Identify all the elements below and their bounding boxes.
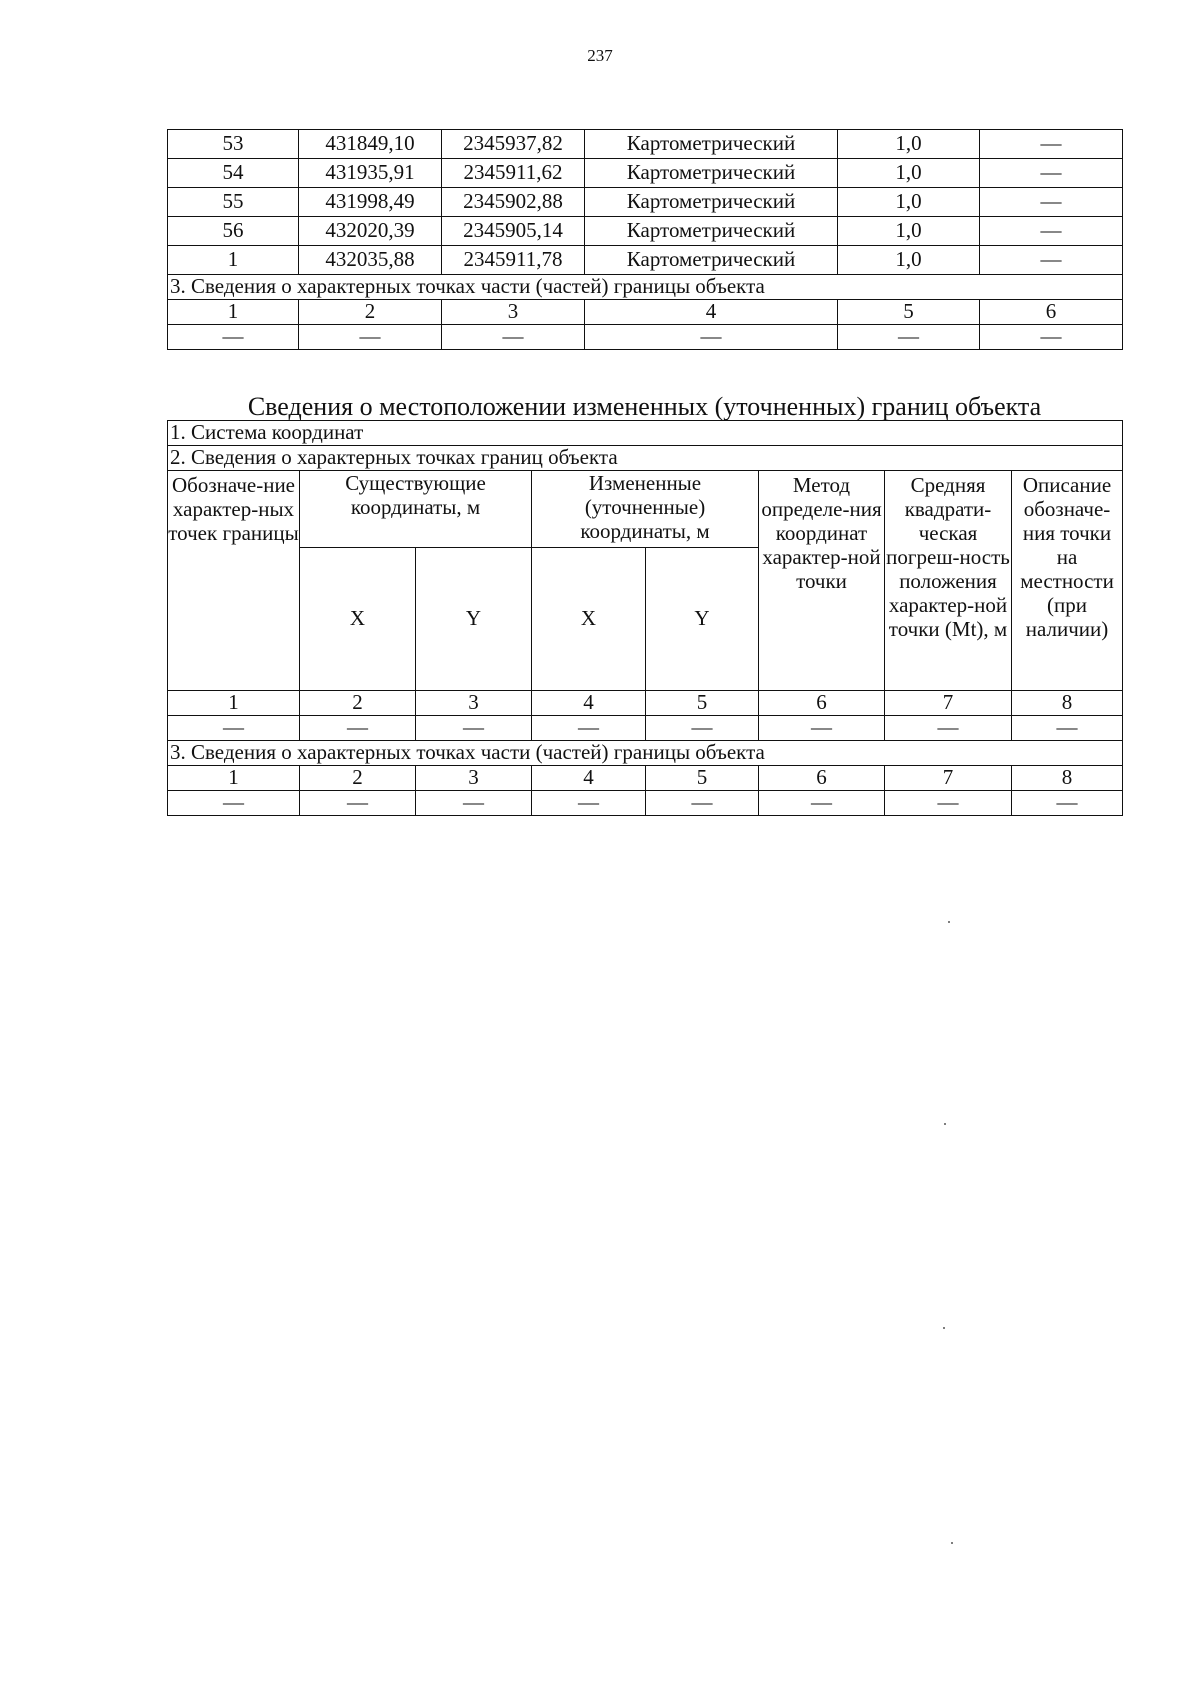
column-number: 1 [168,766,300,791]
table-row [168,325,1123,350]
description: — [980,246,1123,275]
section-header-row [168,446,1123,471]
empty-cell: — [646,716,759,741]
scan-speck [948,921,950,923]
coord-y: 2345902,88 [442,188,585,217]
column-number-row [168,766,1123,791]
header-row [168,471,1123,548]
coord-x: 432020,39 [299,217,442,246]
empty-cell: — [646,791,759,816]
method: Картометрический [585,130,838,159]
column-number: 4 [585,300,838,325]
column-number: 6 [759,691,885,716]
scan-speck [951,1542,953,1544]
column-number: 3 [416,766,532,791]
header-existing-y: Y [416,548,532,691]
coord-x: 432035,88 [299,246,442,275]
column-number: 2 [300,691,416,716]
point-number: 1 [168,246,299,275]
point-number: 53 [168,130,299,159]
point-number: 54 [168,159,299,188]
mean-error: 1,0 [838,159,980,188]
header-description: Описание обозначе-ния точки на местности (при наличии) [1012,471,1123,691]
empty-cell: — [759,791,885,816]
boundary-points-table [167,129,1123,350]
coord-y: 2345905,14 [442,217,585,246]
section2-title: 2. Сведения о характерных точках границ объекта [168,446,1123,471]
column-number: 1 [168,691,300,716]
empty-cell: — [532,716,646,741]
description: — [980,130,1123,159]
column-number: 1 [168,300,299,325]
section3-title: 3. Сведения о характерных точках части (частей) границы объекта [168,741,1123,766]
section3-title: 3. Сведения о характерных точках части (частей) границы объекта [168,275,1123,300]
empty-cell: — [585,325,838,350]
header-mean-error: Средняя квадрати-ческая погреш-ность положения характер-ной точки (Mt), м [885,471,1012,691]
header-point-designation: Обозначе-ние характер-ных точек границы [168,471,300,691]
header-existing-coords: Существующие координаты, м [300,471,532,548]
column-number: 2 [299,300,442,325]
header-existing-x: X [300,548,416,691]
column-number: 3 [442,300,585,325]
mean-error: 1,0 [838,130,980,159]
table-row [168,188,1123,217]
description: — [980,159,1123,188]
page-number: 237 [587,46,613,65]
column-number: 5 [646,766,759,791]
section-title: Сведения о местоположении измененных (уточненных) границ объекта [247,392,1042,421]
column-number: 7 [885,691,1012,716]
coord-y: 2345911,78 [442,246,585,275]
empty-cell: — [532,791,646,816]
column-number: 5 [646,691,759,716]
column-number: 6 [980,300,1123,325]
scan-speck [943,1327,945,1329]
empty-cell: — [300,716,416,741]
empty-cell: — [416,716,532,741]
empty-cell: — [299,325,442,350]
mean-error: 1,0 [838,188,980,217]
empty-cell: — [416,791,532,816]
point-number: 56 [168,217,299,246]
empty-cell: — [168,716,300,741]
section-header-row [168,275,1123,300]
empty-cell: — [885,716,1012,741]
method: Картометрический [585,246,838,275]
table-row [168,217,1123,246]
column-number: 4 [532,766,646,791]
method: Картометрический [585,159,838,188]
empty-cell: — [300,791,416,816]
empty-cell: — [838,325,980,350]
mean-error: 1,0 [838,246,980,275]
coord-x: 431998,49 [299,188,442,217]
section1-title: 1. Система координат [168,421,1123,446]
column-number-row [168,691,1123,716]
method: Картометрический [585,217,838,246]
mean-error: 1,0 [838,217,980,246]
scan-speck [944,1123,946,1125]
column-number: 8 [1012,691,1123,716]
header-changed-x: X [532,548,646,691]
empty-cell: — [1012,791,1123,816]
table-row [168,246,1123,275]
point-number: 55 [168,188,299,217]
section-header-row [168,421,1123,446]
method: Картометрический [585,188,838,217]
header-changed-y: Y [646,548,759,691]
column-number: 6 [759,766,885,791]
empty-cell: — [168,325,299,350]
description: — [980,217,1123,246]
empty-cell: — [442,325,585,350]
column-number: 2 [300,766,416,791]
header-changed-coords: Измененные (уточненные) координаты, м [532,471,759,548]
column-number: 5 [838,300,980,325]
column-number: 4 [532,691,646,716]
empty-cell: — [759,716,885,741]
column-number-row [168,300,1123,325]
column-number: 8 [1012,766,1123,791]
empty-cell: — [1012,716,1123,741]
coord-y: 2345911,62 [442,159,585,188]
changed-boundaries-table [167,420,1123,816]
empty-cell: — [980,325,1123,350]
table-row [168,716,1123,741]
table-row [168,159,1123,188]
coord-y: 2345937,82 [442,130,585,159]
column-number: 7 [885,766,1012,791]
coord-x: 431935,91 [299,159,442,188]
empty-cell: — [168,791,300,816]
section-header-row [168,741,1123,766]
column-number: 3 [416,691,532,716]
empty-cell: — [885,791,1012,816]
table-row [168,791,1123,816]
coord-x: 431849,10 [299,130,442,159]
description: — [980,188,1123,217]
table-row [168,130,1123,159]
header-method: Метод определе-ния координат характер-ной точки [759,471,885,691]
